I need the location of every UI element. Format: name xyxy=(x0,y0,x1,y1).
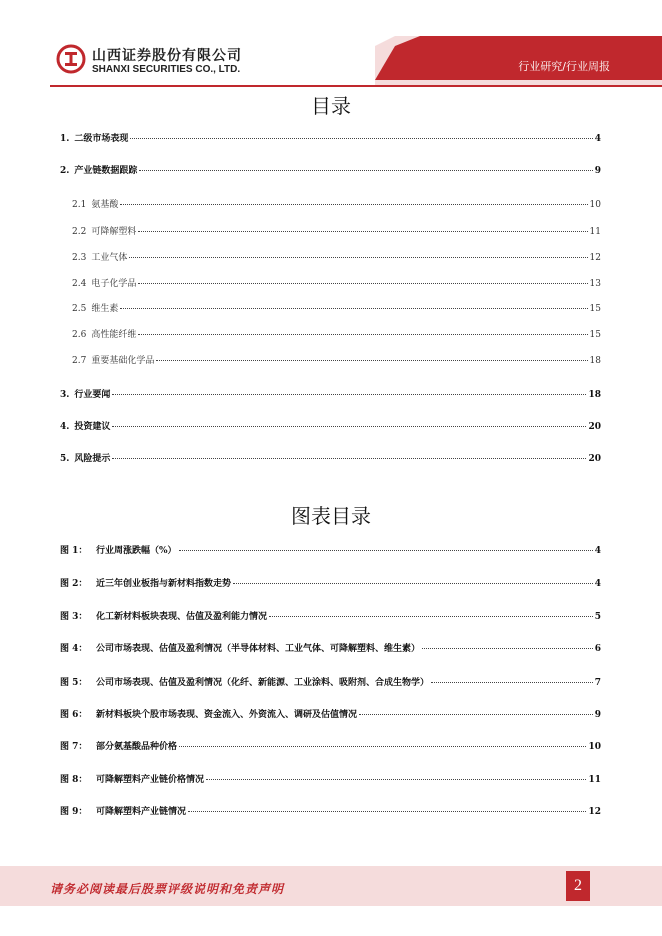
toc-leader xyxy=(139,170,592,171)
toc-entry-number: 2.4 xyxy=(72,279,87,289)
toc-entry[interactable] xyxy=(60,451,601,465)
toc-entry-number: 2. xyxy=(60,166,70,176)
page-number: 2 xyxy=(566,871,590,901)
figure-entry-label: 化工新材料板块表现、估值及盈利能力情况 xyxy=(96,612,268,622)
toc-entry-page: 11 xyxy=(589,227,601,237)
footer-disclaimer: 请务必阅读最后股票评级说明和免责声明 xyxy=(50,882,285,896)
company-name-en: SHANXI SECURITIES CO., LTD. xyxy=(92,64,241,75)
toc-entry-page: 10 xyxy=(589,200,601,210)
figure-leader xyxy=(269,616,593,617)
toc-leader xyxy=(138,334,587,335)
toc-entry[interactable] xyxy=(72,276,601,290)
toc-entry-number: 2.2 xyxy=(72,227,87,237)
figure-leader xyxy=(206,779,586,780)
company-name-cn: 山西证券股份有限公司 xyxy=(92,48,242,64)
figure-entry[interactable] xyxy=(60,543,601,557)
toc-entry[interactable] xyxy=(72,197,601,211)
figure-leader xyxy=(422,648,593,649)
toc-entry-number: 5. xyxy=(60,454,70,464)
figure-entry-number: 图 4： xyxy=(60,644,88,654)
toc-entry-number: 2.1 xyxy=(72,200,87,210)
figure-leader xyxy=(188,811,586,812)
toc-entry-page: 20 xyxy=(588,422,601,432)
toc-entry-number: 2.3 xyxy=(72,253,87,263)
figure-entry-number: 图 5： xyxy=(60,678,88,688)
toc-entry-page: 9 xyxy=(594,166,601,176)
toc-leader xyxy=(120,308,587,309)
figure-leader xyxy=(431,682,593,683)
toc-entry-label: 可降解塑料 xyxy=(91,227,137,237)
toc-entry-page: 15 xyxy=(589,330,601,340)
toc-leader xyxy=(129,257,587,258)
toc-entry-label: 电子化学品 xyxy=(91,279,137,289)
toc-leader xyxy=(156,360,587,361)
toc-leader xyxy=(112,394,586,395)
figure-entry-label: 新材料板块个股市场表现、资金流入、外资流入、调研及估值情况 xyxy=(96,710,358,720)
figure-entry-label: 近三年创业板指与新材料指数走势 xyxy=(96,579,232,589)
figure-leader xyxy=(179,550,593,551)
report-type-label: 行业研究/行业周报 xyxy=(518,60,610,73)
toc-entry[interactable] xyxy=(60,131,601,145)
toc-entry-number: 4. xyxy=(60,422,70,432)
toc-entry[interactable] xyxy=(72,301,601,315)
toc-entry-page: 4 xyxy=(594,134,601,144)
figure-entry-page: 4 xyxy=(594,579,601,589)
figure-entry[interactable] xyxy=(60,641,601,655)
figure-entry-number: 图 6： xyxy=(60,710,88,720)
figure-entry[interactable] xyxy=(60,576,601,590)
toc-entry[interactable] xyxy=(72,250,601,264)
toc-entry-page: 18 xyxy=(588,390,601,400)
toc-entry-page: 12 xyxy=(589,253,601,263)
figure-entry-page: 11 xyxy=(588,775,601,785)
figure-entry-number: 图 7： xyxy=(60,742,88,752)
toc-entry-label: 风险提示 xyxy=(74,454,111,464)
toc-entry-label: 高性能纤维 xyxy=(91,330,137,340)
toc-entry-label: 行业要闻 xyxy=(74,390,111,400)
toc-entry-page: 18 xyxy=(589,356,601,366)
figure-entry[interactable] xyxy=(60,772,601,786)
toc-entry-label: 产业链数据跟踪 xyxy=(74,166,138,176)
figure-entry-number: 图 2： xyxy=(60,579,88,589)
figure-entry[interactable] xyxy=(60,609,601,623)
toc-entry-label: 重要基础化学品 xyxy=(91,356,155,366)
figure-leader xyxy=(179,746,586,747)
toc-entry[interactable] xyxy=(60,387,601,401)
toc-leader xyxy=(120,204,587,205)
toc-title: 目录 xyxy=(311,94,351,118)
figure-entry-label: 公司市场表现、估值及盈利情况（半导体材料、工业气体、可降解塑料、维生素） xyxy=(96,644,421,654)
figure-entry-page: 12 xyxy=(588,807,601,817)
toc-entry[interactable] xyxy=(72,353,601,367)
figure-entry-number: 图 8： xyxy=(60,775,88,785)
toc-entry-label: 投资建议 xyxy=(74,422,111,432)
figures-toc-title: 图表目录 xyxy=(291,504,371,528)
figure-entry[interactable] xyxy=(60,707,601,721)
figure-entry-label: 可降解塑料产业链情况 xyxy=(96,807,187,817)
toc-entry-page: 15 xyxy=(589,304,601,314)
toc-leader xyxy=(138,231,587,232)
toc-entry[interactable] xyxy=(72,224,601,238)
figure-entry-label: 行业周涨跌幅（%） xyxy=(96,546,177,556)
figure-entry-number: 图 9： xyxy=(60,807,88,817)
figure-entry-number: 图 3： xyxy=(60,612,88,622)
toc-entry-label: 维生素 xyxy=(91,304,119,314)
toc-entry-number: 1. xyxy=(60,134,70,144)
toc-entry[interactable] xyxy=(60,419,601,433)
toc-leader xyxy=(112,426,586,427)
toc-entry[interactable] xyxy=(72,327,601,341)
figure-entry-page: 10 xyxy=(588,742,601,752)
toc-entry-number: 2.5 xyxy=(72,304,87,314)
figure-entry-label: 部分氨基酸品种价格 xyxy=(96,742,178,752)
figure-entry-label: 可降解塑料产业链价格情况 xyxy=(96,775,205,785)
figure-leader xyxy=(233,583,593,584)
figure-entry-page: 9 xyxy=(594,710,601,720)
figure-entry-label: 公司市场表现、估值及盈利情况（化纤、新能源、工业涂料、吸附剂、合成生物学） xyxy=(96,678,430,688)
figure-leader xyxy=(359,714,593,715)
toc-entry-number: 3. xyxy=(60,390,70,400)
toc-entry-label: 氨基酸 xyxy=(91,200,119,210)
toc-leader xyxy=(112,458,586,459)
figure-entry-page: 7 xyxy=(594,678,601,688)
figure-entry-page: 4 xyxy=(594,546,601,556)
toc-entry-label: 二级市场表现 xyxy=(74,134,129,144)
toc-entry-page: 13 xyxy=(589,279,601,289)
company-logo-icon xyxy=(56,44,86,74)
figure-entry-page: 5 xyxy=(594,612,601,622)
figure-entry-number: 图 1： xyxy=(60,546,88,556)
toc-leader xyxy=(138,283,587,284)
toc-leader xyxy=(130,138,592,139)
toc-entry-page: 20 xyxy=(588,454,601,464)
toc-entry-label: 工业气体 xyxy=(91,253,128,263)
toc-entry[interactable] xyxy=(60,163,601,177)
figure-entry[interactable] xyxy=(60,804,601,818)
toc-entry-number: 2.6 xyxy=(72,330,87,340)
figure-entry-page: 6 xyxy=(594,644,601,654)
figure-entry[interactable] xyxy=(60,739,601,753)
toc-entry-number: 2.7 xyxy=(72,356,87,366)
page-header xyxy=(0,0,662,90)
figure-entry[interactable] xyxy=(60,675,601,689)
